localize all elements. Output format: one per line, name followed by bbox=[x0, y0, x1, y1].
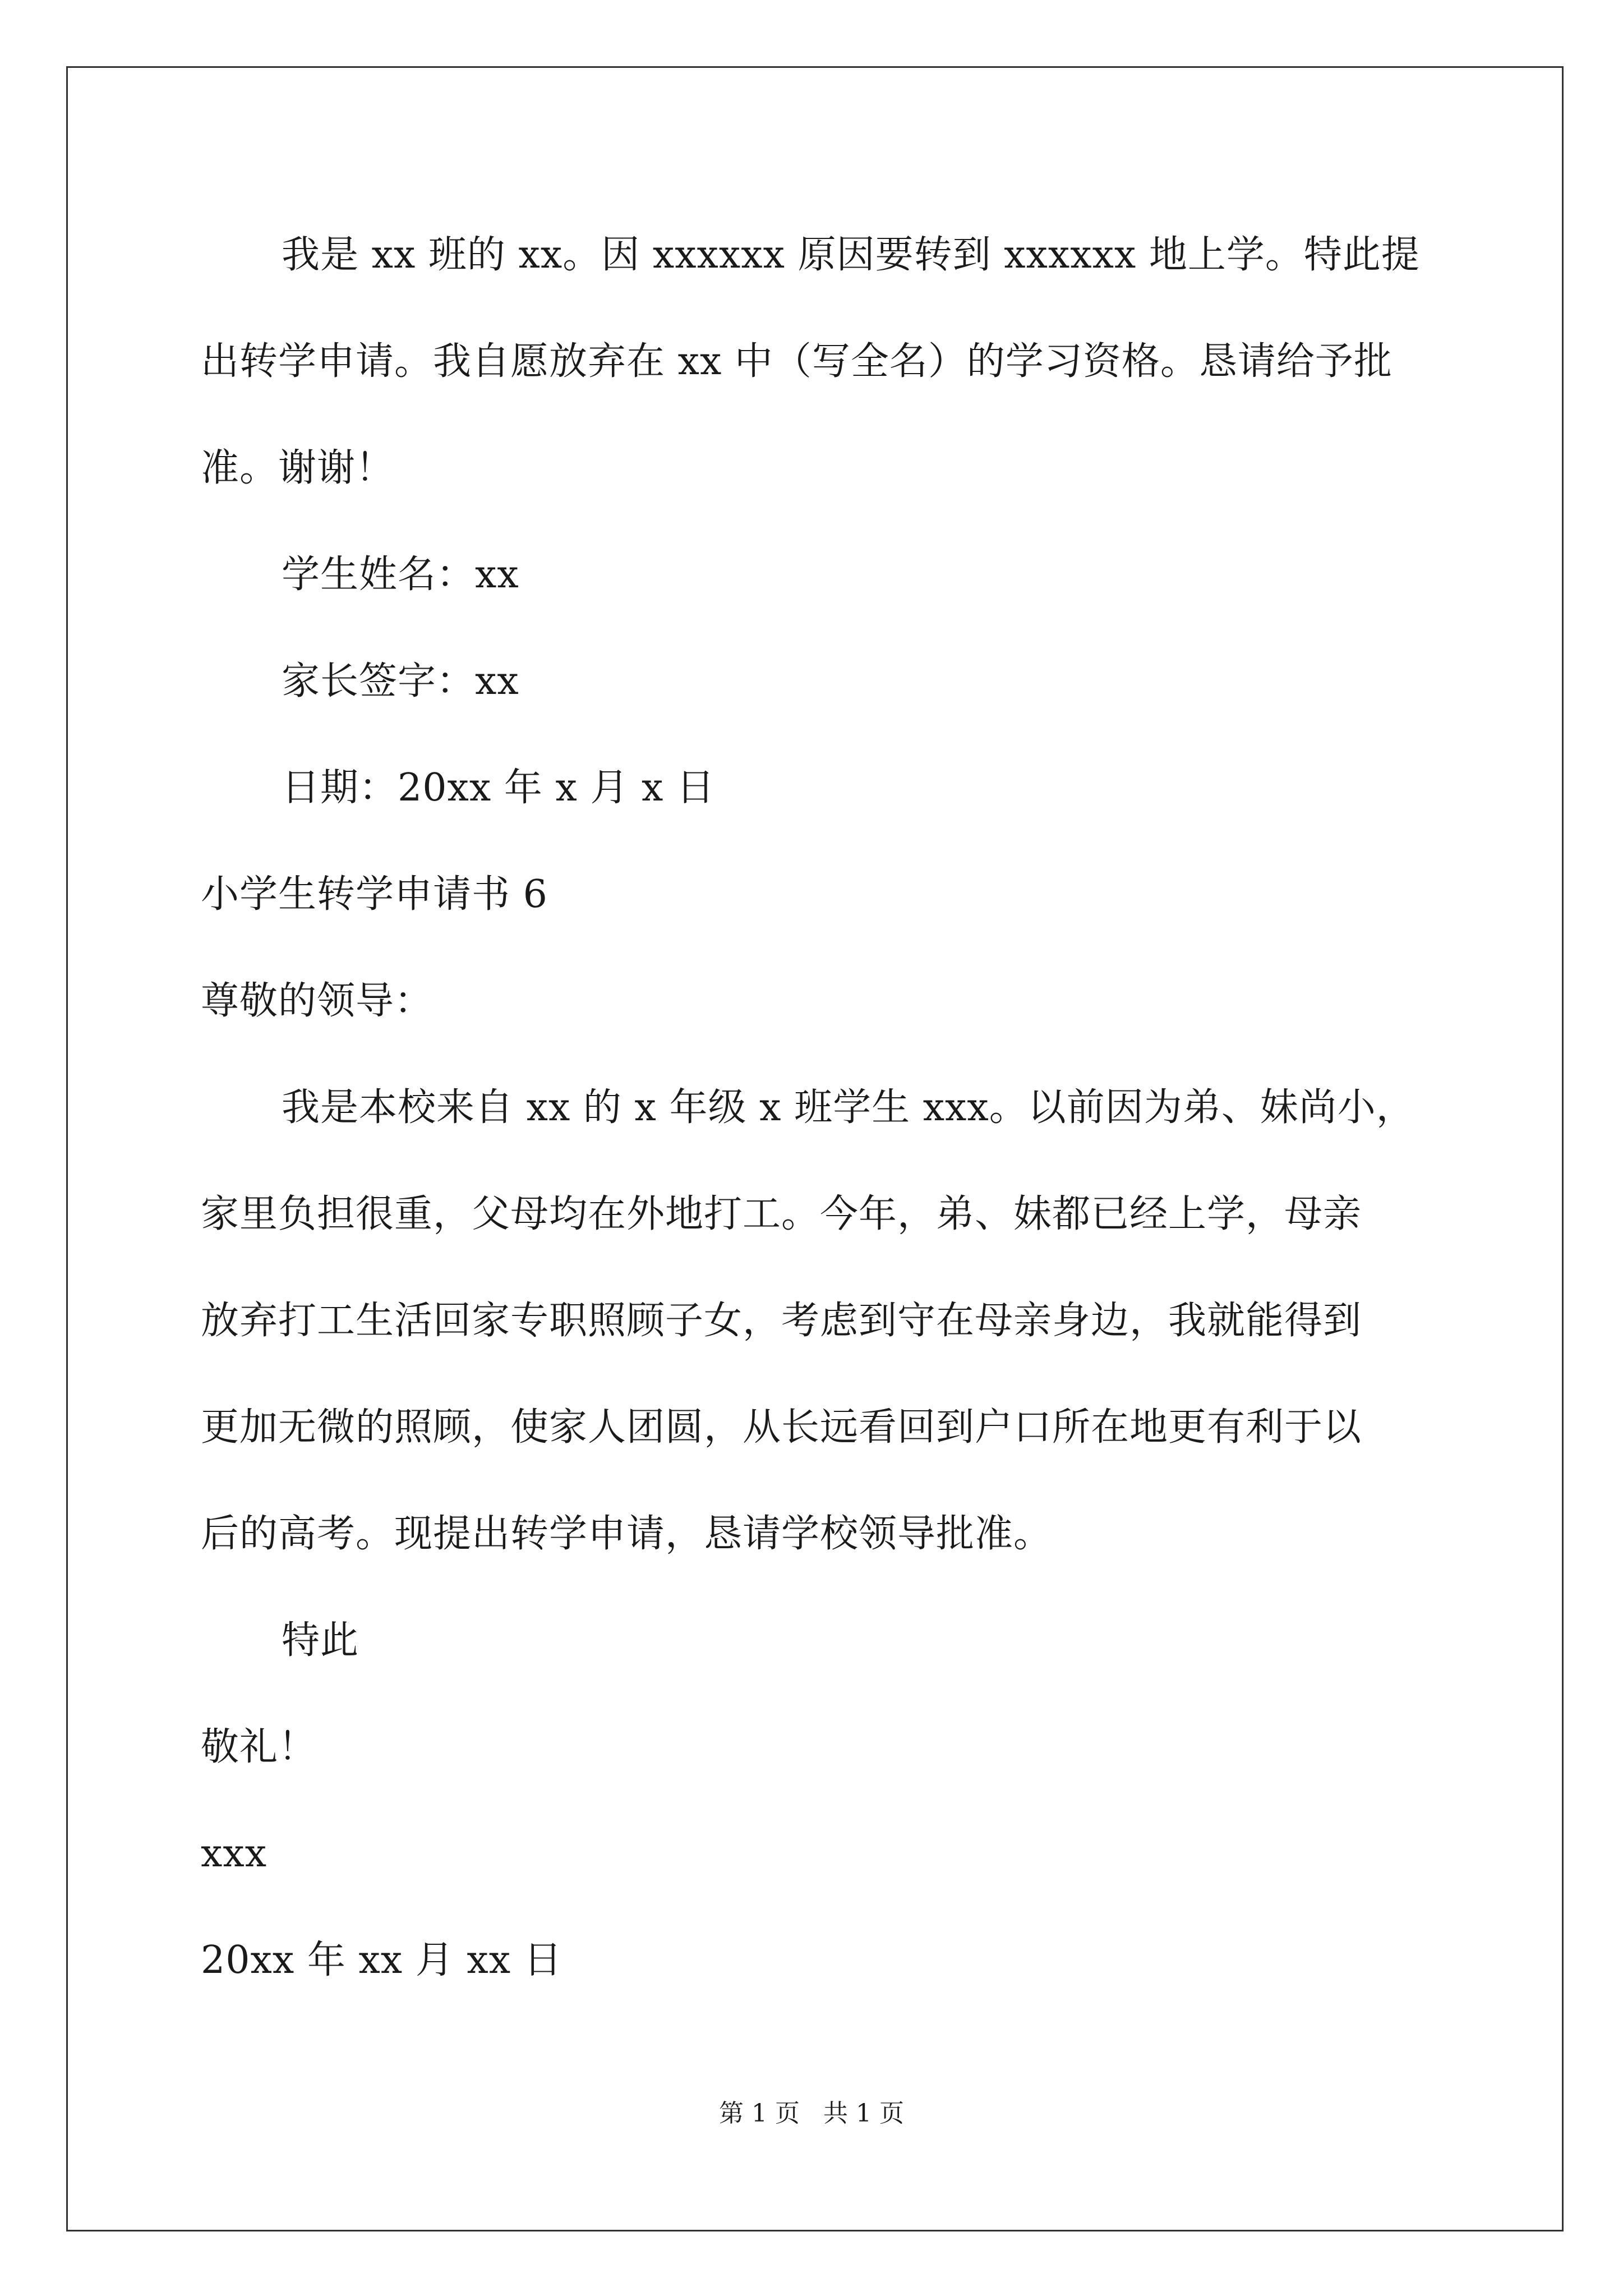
closing-phrase: 特此 bbox=[282, 1618, 359, 1663]
page-count: 共 1 页 bbox=[823, 2099, 904, 2128]
paragraph-line: 家里负担很重，父母均在外地打工。今年，弟、妹都已经上学，母亲 bbox=[201, 1192, 1362, 1236]
paragraph-line: 出转学申请。我自愿放弃在 xx 中（写全名）的学习资格。恳请给予批 bbox=[201, 339, 1393, 384]
paragraph-line: 准。谢谢！ bbox=[201, 446, 395, 490]
page-footer bbox=[0, 2097, 1623, 2131]
salutation: 尊敬的领导： bbox=[201, 979, 434, 1023]
signature-name: xxx bbox=[201, 1832, 268, 1876]
date-line: 日期：20xx 年 x 月 x 日 bbox=[282, 766, 716, 810]
page-number: 第 1 页 bbox=[719, 2099, 800, 2128]
paragraph-line: 后的高考。现提出转学申请，恳请学校领导批准。 bbox=[201, 1512, 1053, 1556]
parent-signature-line: 家长签字：xx bbox=[282, 659, 519, 703]
paragraph-line: 放弃打工生活回家专职照顾子女，考虑到守在母亲身边，我就能得到 bbox=[201, 1299, 1362, 1343]
paragraph-line: 我是本校来自 xx 的 x 年级 x 班学生 xxx。以前因为弟、妹尚小， bbox=[282, 1085, 1415, 1130]
paragraph-line: 我是 xx 班的 xx。因 xxxxxx 原因要转到 xxxxxx 地上学。特此提 bbox=[282, 233, 1420, 277]
section-title: 小学生转学申请书 6 bbox=[201, 872, 548, 917]
student-name-line: 学生姓名：xx bbox=[282, 553, 519, 597]
paragraph-line: 更加无微的照顾，使家人团圆，从长远看回到户口所在地更有利于以 bbox=[201, 1405, 1362, 1450]
signature-date: 20xx 年 xx 月 xx 日 bbox=[201, 1938, 562, 1982]
closing-greeting: 敬礼！ bbox=[201, 1725, 317, 1769]
